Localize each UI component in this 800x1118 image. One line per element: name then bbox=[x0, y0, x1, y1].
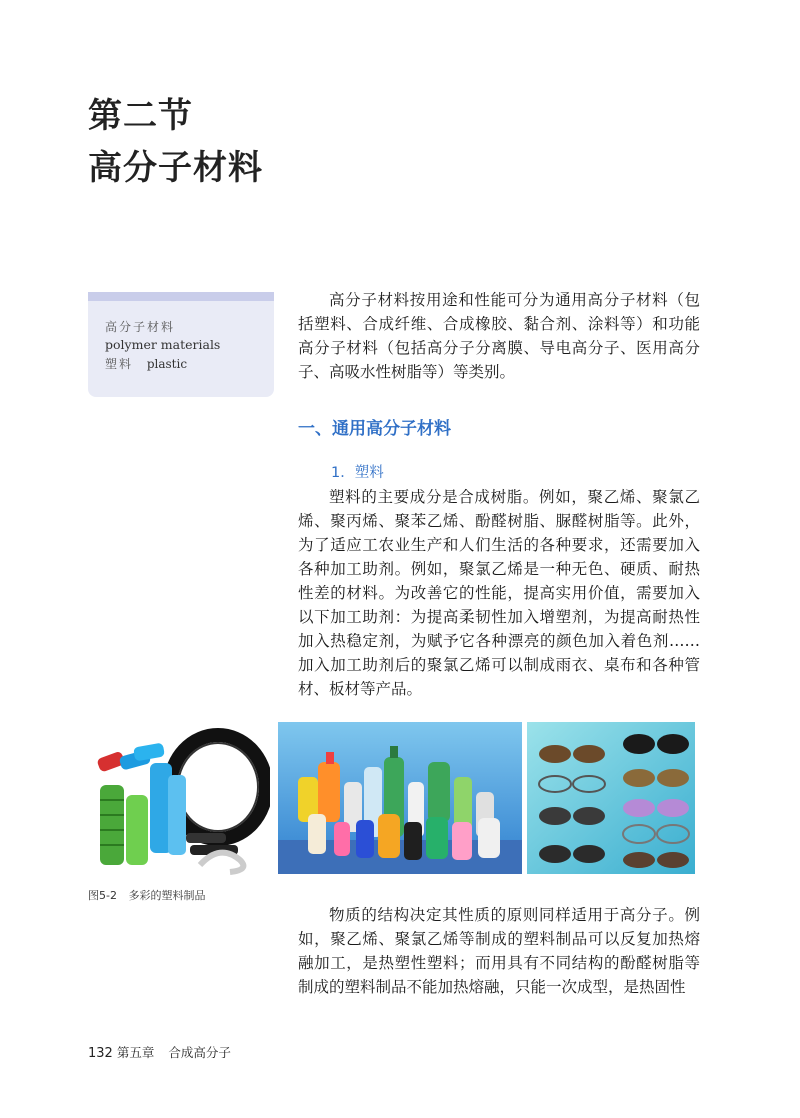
plastics-paragraph bbox=[298, 485, 700, 701]
plastic-sunglasses-image bbox=[527, 722, 695, 874]
structure-text: 物质的结构决定其性质的原则同样适用于高分子。例如，聚乙烯、聚氯乙烯等制成的塑料制品可以反复加热熔融加工，是热塑性塑料；而用具有不同结构的酚醛树脂等制成的塑料制品不能加热熔融，只能一次成型，是热固性 bbox=[298, 906, 700, 996]
topic-heading: 1．塑料 bbox=[331, 465, 384, 481]
intro-text: 高分子材料按用途和性能可分为通用高分子材料（包括塑料、合成纤维、合成橡胶、黏合剂、涂料等）和功能高分子材料（包括高分子分离膜、导电高分子、医用高分子、高吸水性树脂等）等类别。 bbox=[298, 291, 700, 381]
plastics-text: 塑料的主要成分是合成树脂。例如，聚乙烯、聚氯乙烯、聚丙烯、聚苯乙烯、酚醛树脂、脲醛树脂等。此外，为了适应工农业生产和人们生活的各种要求，还需要加入各种加工助剂。例如，聚氯乙烯是一种无色、硬质、耐热性差的材料。为改善它的性能，提高实用价值，需要加入以下加工助剂：为提高柔韧性加入增塑剂，为提高耐热性加入热稳定剂，为赋予它各种漂亮的颜色加入着色剂……加入加工助剂后的聚氯乙烯可以制成雨衣、桌布和各种管材、板材等产品。 bbox=[298, 488, 700, 698]
section-number: 第二节 bbox=[88, 96, 193, 136]
glossary-term-plastic-cn: 塑料 bbox=[105, 357, 134, 371]
figure-number: 图5-2 bbox=[88, 889, 117, 902]
subsection-heading: 一、通用高分子材料 bbox=[298, 419, 451, 439]
figure-caption bbox=[88, 887, 205, 903]
footer-chapter-title: 合成高分子 bbox=[168, 1045, 231, 1060]
plastic-tubes-image bbox=[90, 725, 270, 875]
glossary-term-plastic-en: plastic bbox=[146, 357, 188, 371]
footer-chapter: 第五章 bbox=[116, 1045, 155, 1060]
plastic-bottles-image bbox=[278, 722, 522, 874]
section-title: 高分子材料 bbox=[88, 148, 263, 188]
figure-caption-text: 多彩的塑料制品 bbox=[128, 889, 206, 902]
glossary-term-plastic bbox=[105, 355, 187, 373]
glossary-term-polymer-cn: 高分子材料 bbox=[105, 320, 176, 334]
intro-paragraph bbox=[298, 288, 700, 384]
structure-paragraph bbox=[298, 903, 700, 999]
page-footer bbox=[88, 1043, 231, 1061]
page-number: 132 bbox=[88, 1046, 113, 1061]
glossary-term-polymer-en: polymer materials bbox=[105, 337, 221, 352]
